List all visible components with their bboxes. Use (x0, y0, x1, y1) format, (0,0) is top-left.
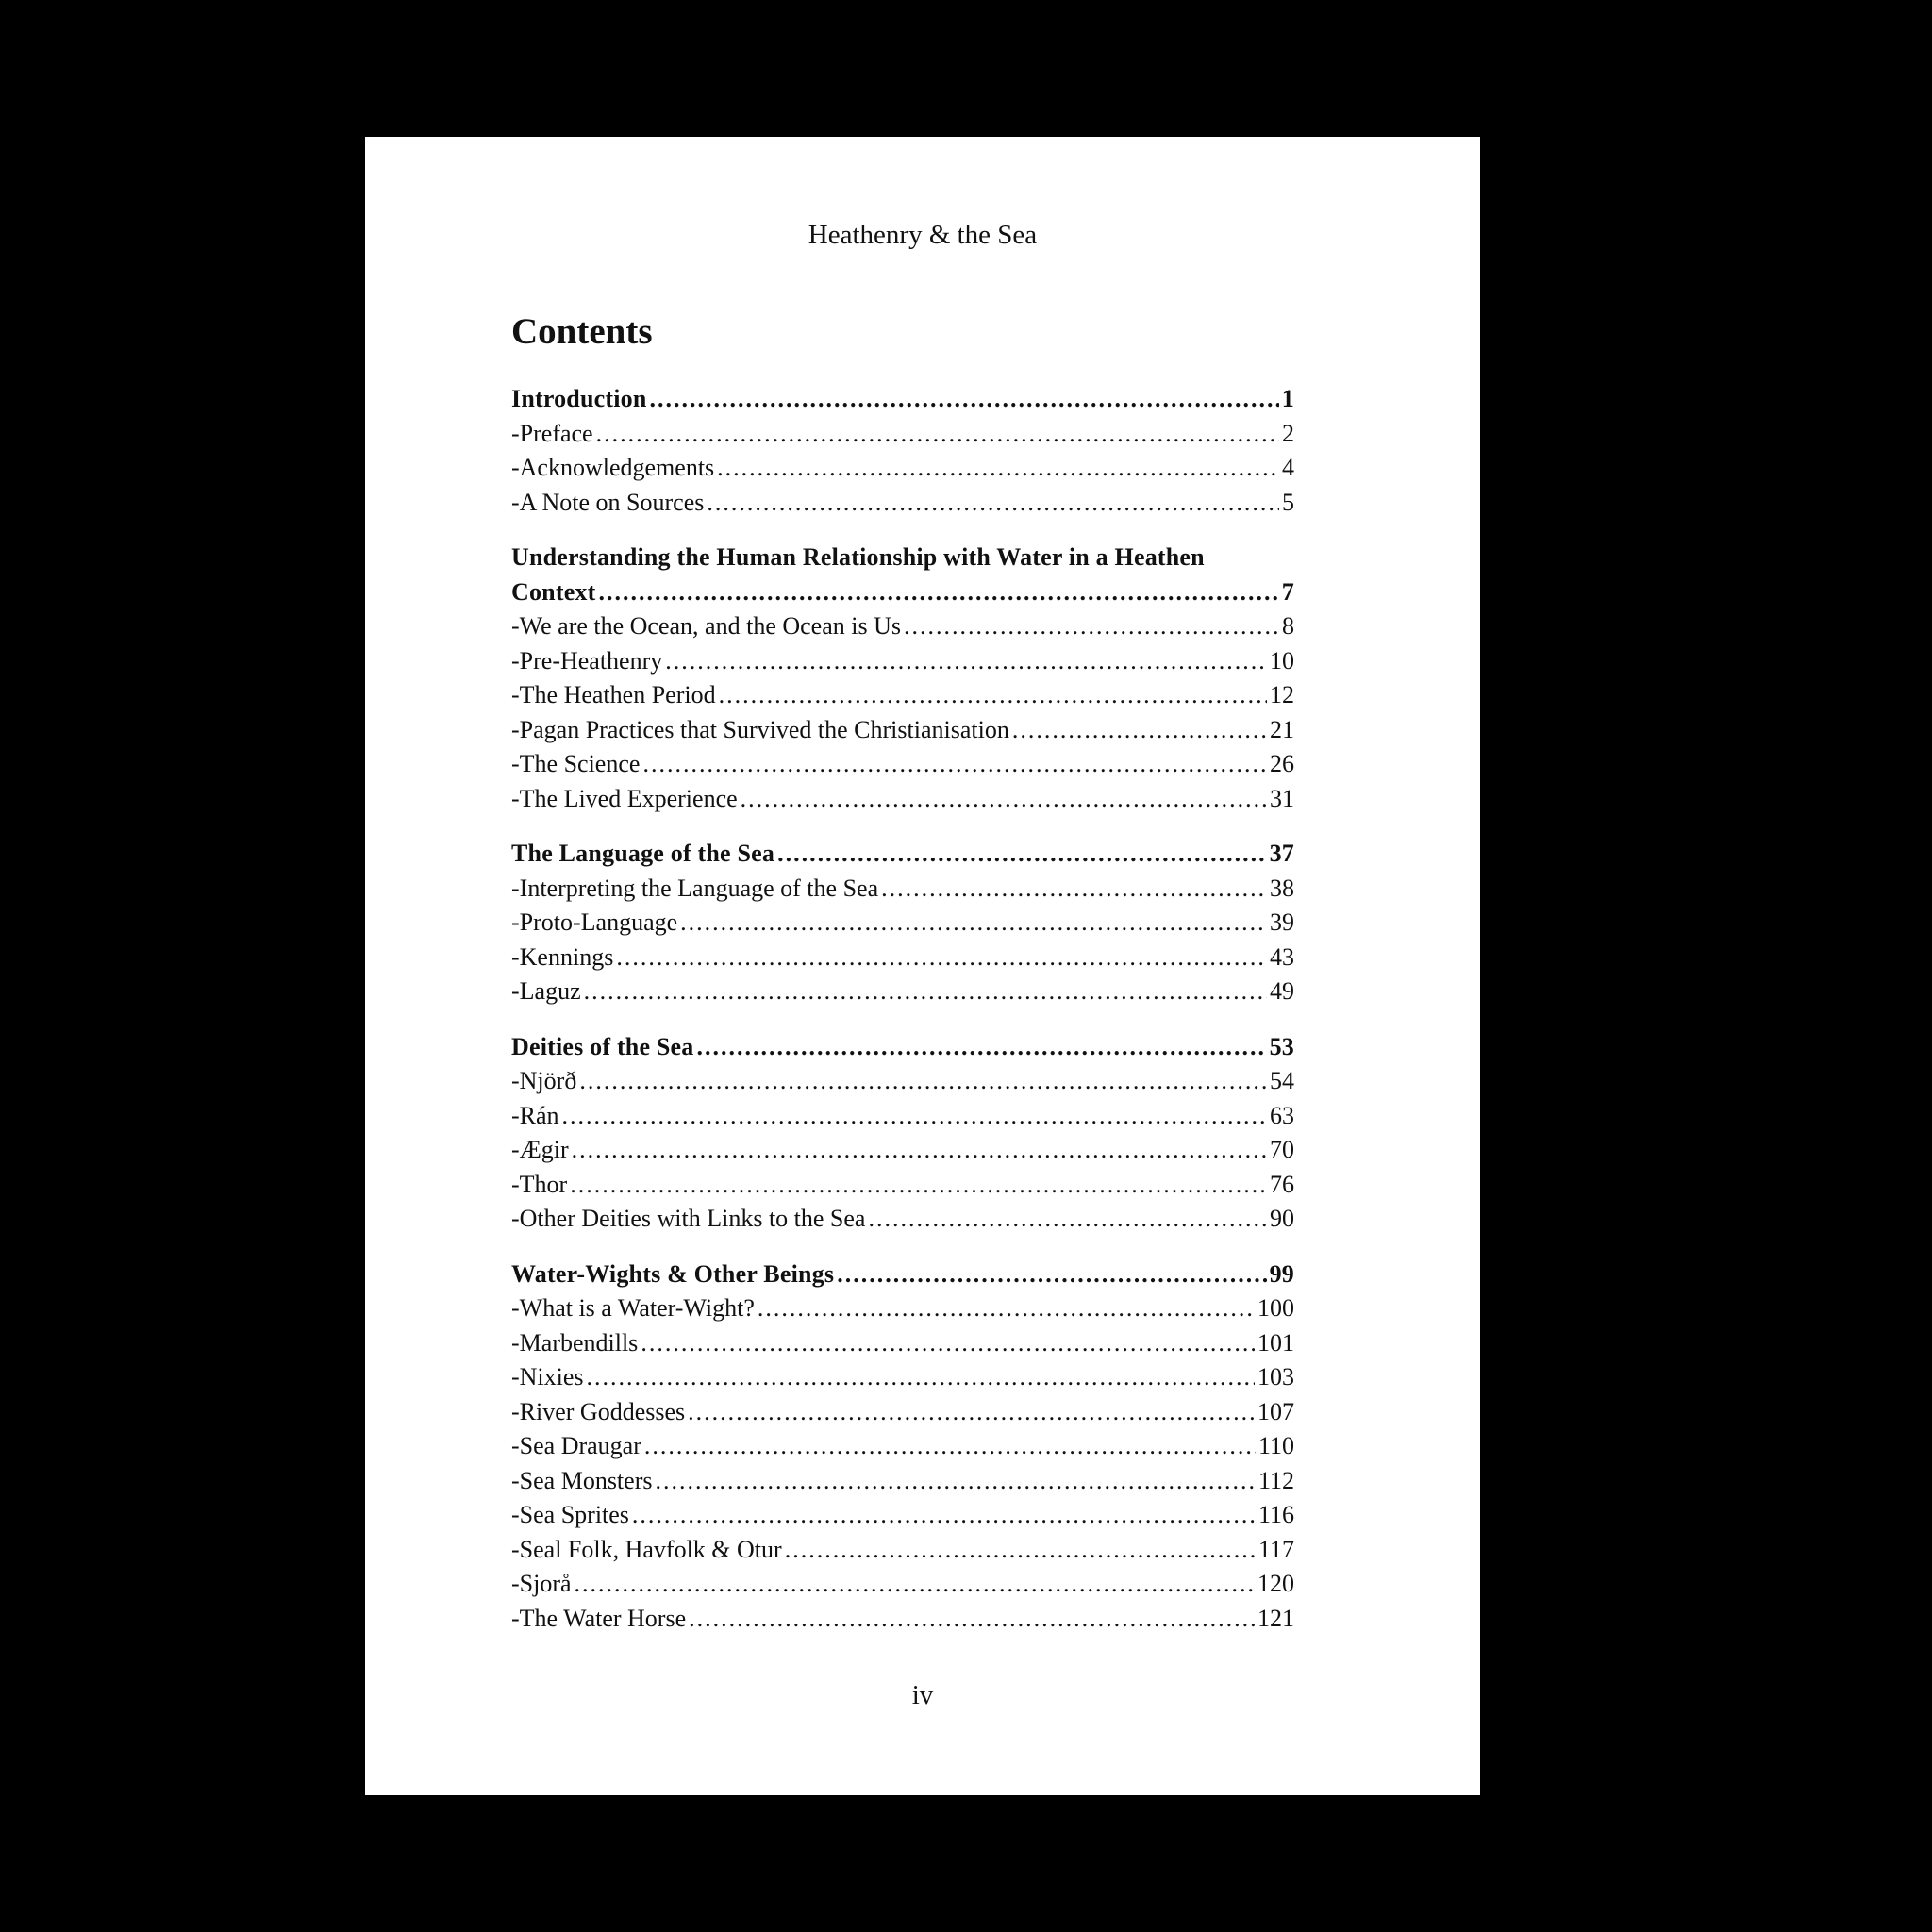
toc-item-label: -Preface (511, 419, 593, 447)
toc-item-page: 120 (1257, 1570, 1294, 1597)
dot-leader (680, 906, 1267, 941)
toc-item (511, 1099, 1294, 1134)
toc-item-label: -Proto-Language (511, 908, 678, 936)
toc-heading-label: The Language of the Sea (511, 840, 775, 867)
toc-heading (511, 1030, 1294, 1065)
toc-heading-page: 37 (1269, 840, 1294, 867)
toc-item-label: -Thor (511, 1170, 568, 1198)
toc-item-label: -Sea Monsters (511, 1466, 653, 1494)
toc-item (511, 1395, 1294, 1430)
toc-item-page: 8 (1282, 612, 1294, 640)
toc-item-label: -Nixies (511, 1363, 584, 1391)
dot-leader (719, 678, 1267, 713)
book-page (365, 137, 1480, 1795)
toc-item (511, 906, 1294, 941)
toc-section-language (511, 837, 1294, 1009)
dot-leader (650, 382, 1279, 417)
toc-item-label: -Rán (511, 1101, 559, 1129)
toc-item-label: -The Science (511, 750, 641, 777)
toc-item-page: 100 (1257, 1294, 1294, 1322)
toc-heading (511, 1257, 1294, 1292)
table-of-contents (511, 382, 1294, 1657)
dot-leader (570, 1168, 1267, 1203)
toc-item-label: -River Goddesses (511, 1397, 686, 1425)
running-header: Heathenry & the Sea (808, 220, 1038, 250)
dot-leader (837, 1257, 1266, 1292)
toc-item (511, 417, 1294, 452)
dot-leader (579, 1064, 1267, 1099)
dot-leader (572, 1133, 1267, 1168)
toc-item-page: 5 (1282, 488, 1294, 516)
toc-item (511, 1291, 1294, 1326)
toc-item (511, 1567, 1294, 1602)
page-title: Contents (511, 311, 653, 352)
dot-leader (904, 609, 1279, 644)
toc-heading-page: 1 (1281, 385, 1294, 412)
toc-heading (511, 382, 1294, 417)
toc-heading-page: 7 (1281, 577, 1294, 606)
toc-item-page: 31 (1270, 784, 1294, 812)
toc-item-page: 117 (1257, 1535, 1294, 1563)
toc-item-label: -Sjorå (511, 1570, 572, 1597)
toc-heading-label: Water-Wights & Other Beings (511, 1259, 835, 1288)
toc-item (511, 782, 1294, 817)
toc-item (511, 486, 1294, 521)
dot-leader (697, 1030, 1267, 1065)
dot-leader (584, 974, 1267, 1009)
toc-item-page: 76 (1270, 1170, 1294, 1198)
toc-item-label: -Sea Draugar (511, 1432, 641, 1459)
toc-section-introduction (511, 382, 1294, 520)
toc-item-page: 107 (1257, 1397, 1294, 1425)
dot-leader (641, 1326, 1255, 1361)
toc-item-label: -Marbendills (511, 1328, 639, 1357)
toc-item (511, 872, 1294, 907)
toc-item (511, 644, 1294, 679)
dot-leader (717, 451, 1279, 486)
toc-item (511, 609, 1294, 644)
toc-item (511, 678, 1294, 713)
toc-item-label: -Other Deities with Links to the Sea (511, 1205, 866, 1232)
toc-item (511, 1326, 1294, 1361)
dot-leader (616, 941, 1267, 975)
toc-item (511, 1429, 1294, 1464)
toc-item-label: -Kennings (511, 942, 614, 971)
dot-leader (881, 872, 1267, 907)
dot-leader (1012, 713, 1267, 748)
toc-item-page: 101 (1257, 1328, 1294, 1357)
toc-item-page: 103 (1257, 1363, 1294, 1391)
toc-item (511, 1498, 1294, 1533)
toc-item-label: -Ægir (511, 1136, 569, 1163)
toc-item-page: 26 (1270, 750, 1294, 777)
toc-item (511, 1464, 1294, 1499)
toc-section-deities (511, 1030, 1294, 1237)
toc-item (511, 1064, 1294, 1099)
toc-item (511, 451, 1294, 486)
dot-leader (777, 837, 1267, 872)
toc-item (511, 1202, 1294, 1237)
toc-heading-line1: Understanding the Human Relationship with Water in a Heathen (511, 543, 1205, 571)
dot-leader (575, 1567, 1255, 1602)
dot-leader (665, 644, 1267, 679)
dot-leader (655, 1464, 1255, 1499)
toc-item (511, 1533, 1294, 1568)
page-number: iv (911, 1680, 934, 1710)
toc-item-label: -Seal Folk, Havfolk & Otur (511, 1535, 782, 1563)
toc-item (511, 974, 1294, 1009)
toc-heading-label: Deities of the Sea (511, 1032, 694, 1060)
toc-item-page: 49 (1270, 977, 1294, 1005)
toc-item-label: -The Heathen Period (511, 681, 716, 708)
toc-heading (511, 575, 1294, 610)
toc-item-label: -The Lived Experience (511, 784, 738, 812)
toc-item-page: 70 (1270, 1136, 1294, 1163)
toc-item (511, 1602, 1294, 1637)
toc-item (511, 1360, 1294, 1395)
toc-item (511, 713, 1294, 748)
toc-item-label: -Acknowledgements (511, 454, 715, 481)
toc-item (511, 941, 1294, 975)
toc-item-label: -Pagan Practices that Survived the Christianisation (511, 715, 1009, 743)
toc-item-label: -Laguz (511, 977, 581, 1005)
dot-leader (596, 417, 1279, 452)
dot-leader (707, 486, 1279, 521)
toc-heading-label: Context (511, 577, 596, 606)
dot-leader (868, 1202, 1267, 1237)
toc-item (511, 747, 1294, 782)
toc-item-page: 38 (1270, 874, 1294, 902)
dot-leader (599, 575, 1279, 610)
toc-item (511, 1168, 1294, 1203)
toc-item-label: -Interpreting the Language of the Sea (511, 874, 879, 902)
dot-leader (632, 1498, 1256, 1533)
dot-leader (758, 1291, 1255, 1326)
toc-heading-page: 99 (1269, 1259, 1294, 1288)
toc-item-label: -We are the Ocean, and the Ocean is Us (511, 612, 901, 640)
toc-heading-label: Introduction (511, 385, 647, 412)
dot-leader (644, 1429, 1256, 1464)
toc-item-page: 10 (1270, 646, 1294, 675)
toc-item-page: 43 (1270, 942, 1294, 971)
toc-section-understanding (511, 541, 1294, 816)
toc-item-page: 90 (1270, 1205, 1294, 1232)
dot-leader (688, 1395, 1255, 1430)
toc-item-page: 121 (1257, 1604, 1294, 1632)
dot-leader (785, 1533, 1256, 1568)
toc-item-page: 112 (1257, 1466, 1294, 1494)
toc-item-page: 4 (1282, 454, 1294, 481)
toc-section-water-wights (511, 1257, 1294, 1637)
toc-item-page: 54 (1270, 1067, 1294, 1094)
toc-heading-page: 53 (1269, 1032, 1294, 1060)
toc-item-page: 2 (1282, 419, 1294, 447)
dot-leader (587, 1360, 1255, 1395)
toc-item-page: 63 (1270, 1101, 1294, 1129)
toc-item-page: 12 (1270, 681, 1294, 708)
toc-item-label: -A Note on Sources (511, 488, 705, 516)
toc-item-label: -Pre-Heathenry (511, 646, 663, 675)
dot-leader (689, 1602, 1255, 1637)
toc-heading (511, 837, 1294, 872)
toc-item-label: -What is a Water-Wight? (511, 1294, 755, 1322)
toc-item-label: -The Water Horse (511, 1604, 687, 1632)
dot-leader (642, 747, 1267, 782)
toc-item-page: 39 (1270, 908, 1294, 936)
toc-item-page: 116 (1257, 1501, 1294, 1528)
toc-item-page: 21 (1270, 715, 1294, 743)
toc-item (511, 1133, 1294, 1168)
toc-item-label: -Njörð (511, 1067, 577, 1094)
dot-leader (741, 782, 1267, 817)
toc-item-label: -Sea Sprites (511, 1501, 629, 1528)
toc-item-page: 110 (1257, 1432, 1294, 1459)
dot-leader (562, 1099, 1267, 1134)
